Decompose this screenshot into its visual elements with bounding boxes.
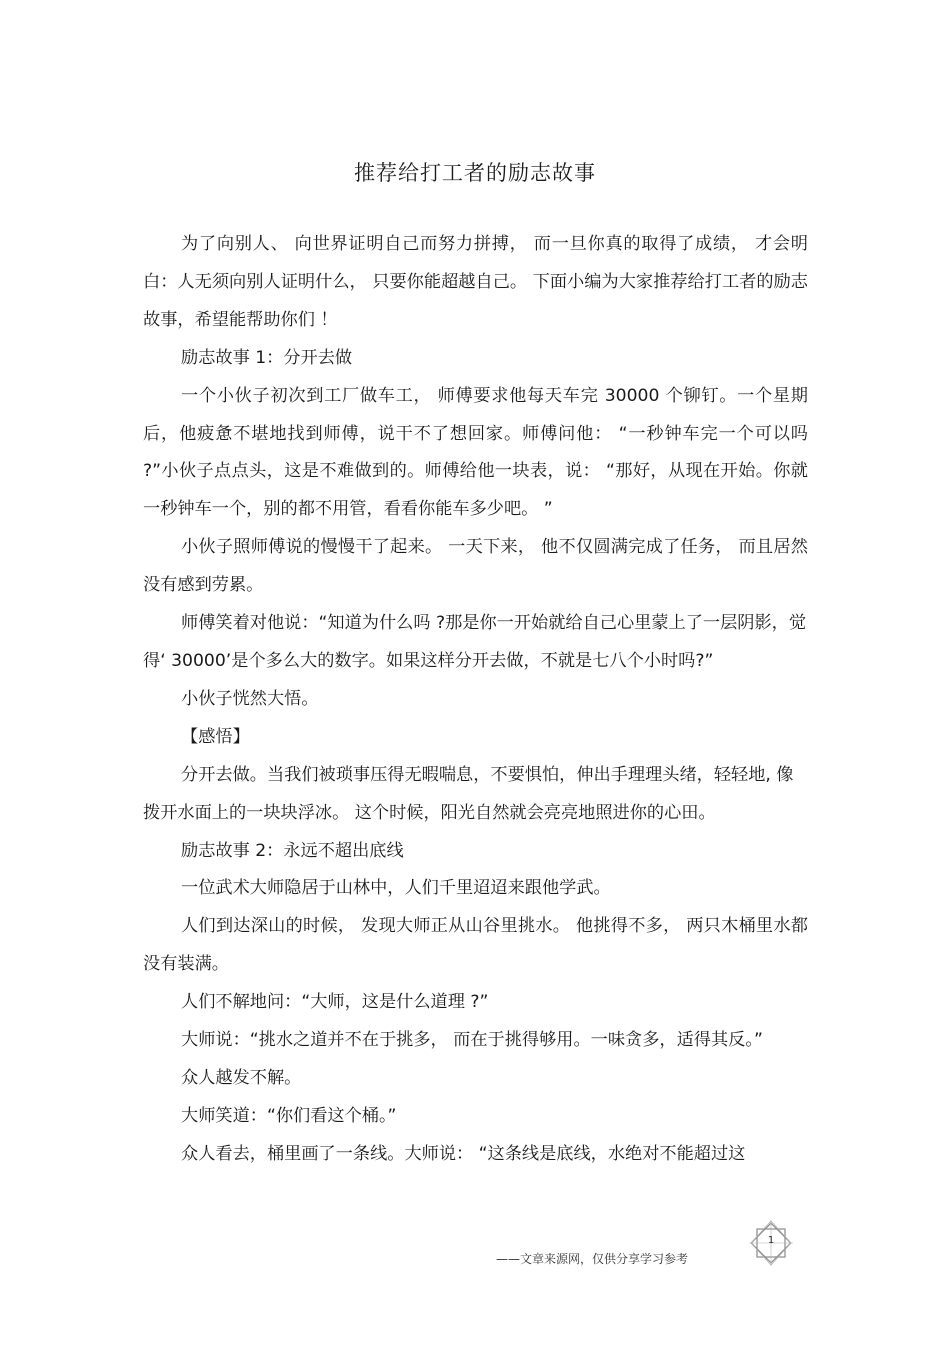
paragraph: 人们不解地问：“大师，这是什么道理 ?” (181, 992, 489, 1013)
paragraph: 大师说：“挑水之道并不在于挑多， 而在于挑得够用。一味贪多，适得其反。” (181, 1030, 763, 1051)
paragraph: 一位武术大师隐居于山林中，人们千里迢迢来跟他学武。 (181, 878, 611, 899)
paragraph: 众人越发不解。 (181, 1067, 302, 1088)
document-body (143, 226, 808, 1174)
paragraph: 小伙子恍然大悟。 (181, 688, 319, 709)
paragraph: 师傅笑着对他说：“知道为什么吗 ?那是你一开始就给自己心里蒙上了一层阴影，觉得‘ 30000’是个多么大的数字。如果这样分开去做，不就是七八个小时吗?” (143, 613, 807, 671)
paragraph: 众人看去，桶里画了一条线。大师说： “这条线是底线，水绝对不能超过这 (181, 1143, 746, 1164)
paragraph: 小伙子照师傅说的慢慢干了起来。 一天下来， 他不仅圆满完成了任务， 而且居然没有感到劳累。 (143, 537, 808, 596)
story-2-heading: 励志故事 2：永远不超出底线 (181, 840, 404, 861)
paragraph: 分开去做。当我们被琐事压得无暇喘息，不要惧怕，伸出手理理头绪，轻轻地, 像拨开水面上的一块块浮冰。 这个时候，阳光自然就会亮亮地照进你的心田。 (143, 764, 794, 823)
intro-paragraph: 为了向别人、 向世界证明自己而努力拼搏， 而一旦你真的取得了成绩， 才会明白：人无须向别人证明什么， 只要你能超越自己。 下面小编为大家推荐给打工者的励志故事，希望能帮助你们 ！ (143, 234, 808, 330)
page-title: 推荐给打工者的励志故事 (354, 161, 596, 185)
story-1-heading: 励志故事 1：分开去做 (181, 347, 353, 368)
paragraph: 大师笑道：“你们看这个桶。” (181, 1105, 397, 1126)
page-number: 1 (767, 1235, 775, 1246)
paragraph: 一个小伙子初次到工厂做车工， 师傅要求他每天车完 30000 个铆钉。一个星期后，他疲惫不堪地找到师傅，说干不了想回家。师傅问他： “一秒钟车完一个可以吗 ?”小伙子点点头，这是不难做到的。师傅给他一块表，说： “那好，从现在开始。你就一秒钟车一个，别的都不用管，看看你能车多少吧。 ” (143, 385, 808, 520)
footer-note: ——文章来源网，仅供分享学习参考 (496, 1252, 689, 1266)
insight-heading: 【感悟】 (181, 726, 250, 747)
paragraph: 人们到达深山的时候， 发现大师正从山谷里挑水。 他挑得不多， 两只木桶里水都没有装满。 (143, 916, 808, 975)
